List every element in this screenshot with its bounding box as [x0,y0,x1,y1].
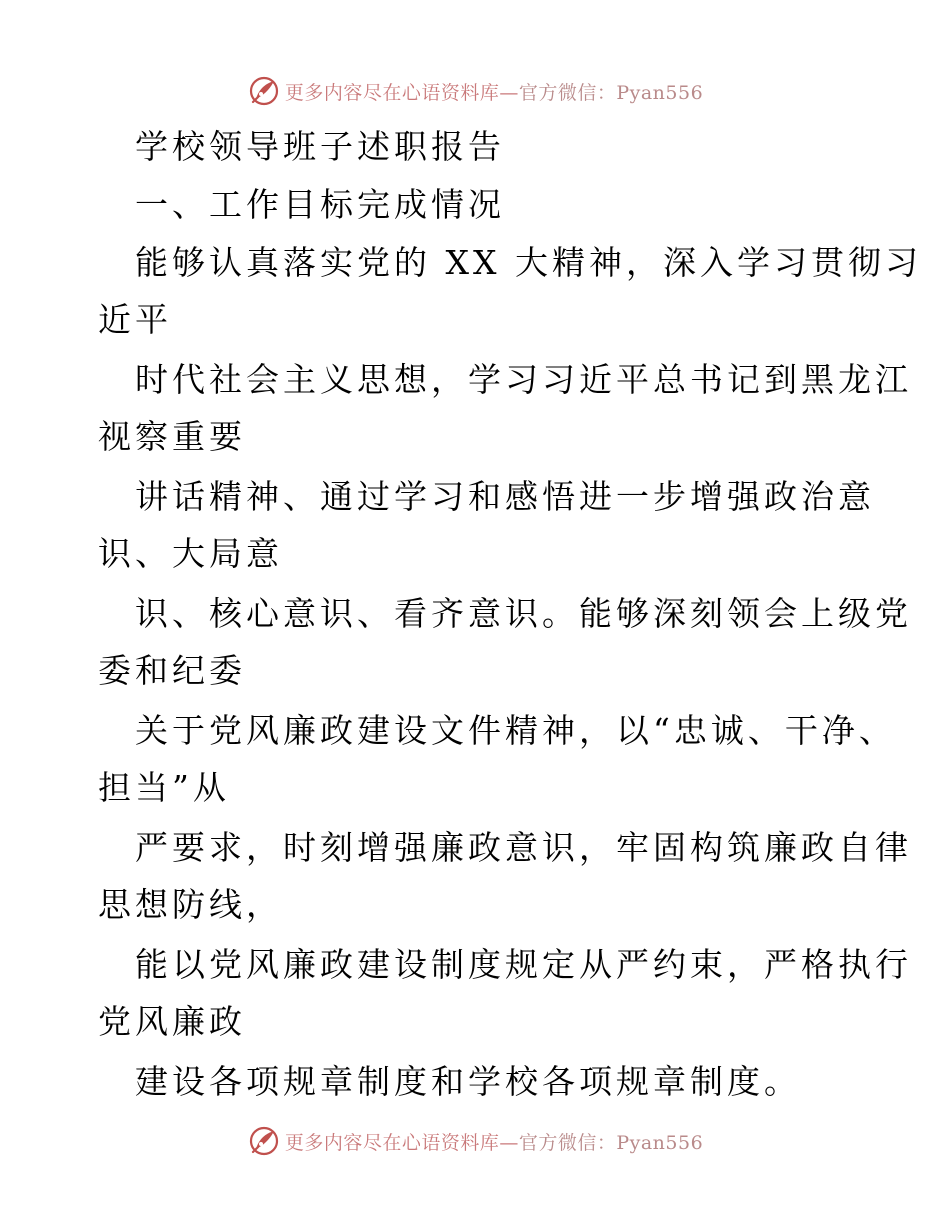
flower-pen-logo-icon [247,1124,281,1158]
footer-watermark-banner [0,1121,950,1161]
paragraph-line: 能够认真落实党的 XX 大精神，深入学习贯彻习 [135,243,922,282]
paragraph-line: 时代社会主义思想，学习习近平总书记到黑龙江 [135,360,912,399]
watermark-text: 更多内容尽在心语资料库—官方微信：Pyan556 [284,81,704,104]
paragraph-line: 视察重要 [98,417,246,456]
paragraph-line: 委和纪委 [98,651,246,690]
paragraph-line: 关于党风廉政建设文件精神，以“忠诚、干净、 [135,711,896,750]
header-watermark-banner [0,71,950,111]
paragraph-line: 担当”从 [98,768,230,807]
flower-pen-logo-icon [247,74,281,108]
paragraph-line: 党风廉政 [98,1002,246,1041]
paragraph-line: 能以党风廉政建设制度规定从严约束，严格执行 [135,945,912,984]
paragraph-line: 识、大局意 [98,534,283,573]
paragraph-line: 思想防线， [98,885,283,924]
paragraph-line: 近平 [98,300,172,339]
paragraph-line: 严要求，时刻增强廉政意识，牢固构筑廉政自律 [135,828,912,867]
paragraph-line: 建设各项规章制度和学校各项规章制度。 [135,1062,801,1101]
document-title: 学校领导班子述职报告 [135,127,505,166]
watermark-text: 更多内容尽在心语资料库—官方微信：Pyan556 [284,1131,704,1154]
paragraph-line: 识、核心意识、看齐意识。能够深刻领会上级党 [135,594,912,633]
paragraph-line: 讲话精神、通过学习和感悟进一步增强政治意 [135,477,875,516]
section-heading: 一、工作目标完成情况 [135,185,505,224]
